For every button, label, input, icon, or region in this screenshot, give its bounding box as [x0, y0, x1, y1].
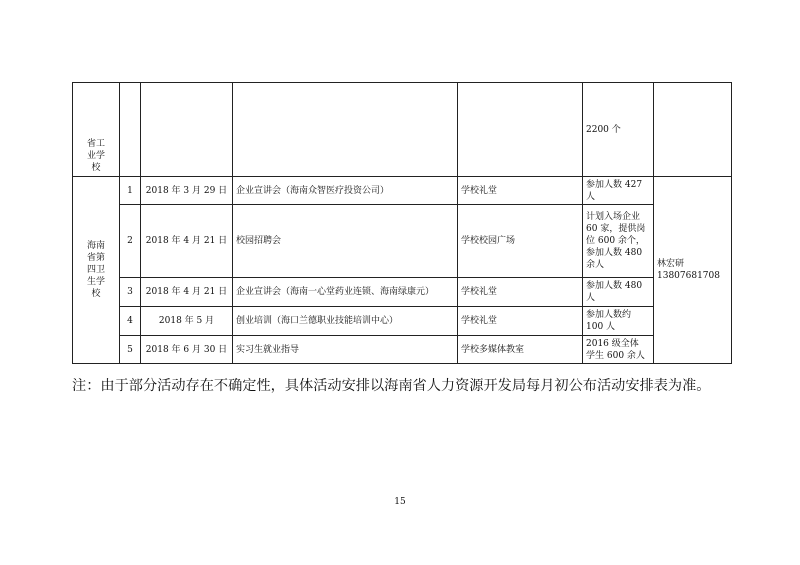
activity-date: 2018 年 4 月 21 日	[141, 278, 233, 307]
participants-line: 参加人数 427	[586, 179, 643, 190]
table-row	[73, 278, 732, 307]
empty-cell	[141, 83, 233, 177]
table-row-top-section	[73, 83, 732, 177]
school-name-line: 海南	[86, 241, 105, 251]
school-name-cell	[73, 177, 120, 364]
school-name-line: 校	[91, 289, 101, 299]
table-row	[73, 307, 732, 336]
activity-date: 2018 年 3 月 29 日	[141, 177, 233, 205]
participants-text: 2200 个	[586, 124, 621, 135]
school-name-line: 业学	[86, 151, 105, 161]
activity-name: 校园招聘会	[233, 205, 458, 278]
empty-cell	[654, 83, 732, 177]
participants-line: 参加人数 480	[586, 281, 643, 291]
activity-name: 实习生就业指导	[233, 336, 458, 364]
activity-name: 企业宣讲会（海南众智医疗投资公司）	[233, 177, 458, 205]
participants-line: 2016 级全体	[586, 338, 639, 349]
table-row	[73, 336, 732, 364]
activity-venue: 学校礼堂	[458, 307, 583, 336]
participants-cell	[583, 177, 654, 205]
participants-line: 位 600 余个，	[586, 236, 645, 246]
activity-venue: 学校校园广场	[458, 205, 583, 278]
activity-venue: 学校礼堂	[458, 278, 583, 307]
row-number: 4	[120, 307, 141, 336]
participants-cell	[583, 336, 654, 364]
empty-cell	[233, 83, 458, 177]
participants-line: 参加人数约	[586, 310, 632, 320]
activity-schedule-table	[72, 82, 732, 364]
contact-phone: 13807681708	[657, 271, 720, 281]
school-name-line: 校	[91, 163, 101, 173]
participants-line: 学生 600 余人	[586, 350, 645, 361]
contact-name: 林宏研	[657, 259, 685, 269]
participants-line: 余人	[586, 260, 605, 270]
row-number: 2	[120, 205, 141, 278]
activity-date: 2018 年 6 月 30 日	[141, 336, 233, 364]
participants-line: 60 家，提供岗	[586, 224, 646, 234]
table-row	[73, 205, 732, 278]
contact-cell	[654, 177, 732, 364]
page-number: 15	[394, 497, 406, 507]
school-name-line: 省工	[86, 139, 105, 149]
participants-line: 参加人数 480	[586, 248, 643, 258]
row-number: 1	[120, 177, 141, 205]
activity-name: 创业培训（海口兰德职业技能培训中心）	[233, 307, 458, 336]
participants-line: 人	[586, 191, 596, 202]
row-number: 3	[120, 278, 141, 307]
school-name-cell-top	[73, 83, 120, 177]
participants-cell	[583, 205, 654, 278]
activity-venue: 学校礼堂	[458, 177, 583, 205]
table-row	[73, 177, 732, 205]
empty-cell	[120, 83, 141, 177]
row-number: 5	[120, 336, 141, 364]
school-name-line: 四卫	[86, 265, 105, 275]
participants-cell-top	[583, 83, 654, 177]
activity-date: 2018 年 5 月	[141, 307, 233, 336]
activity-date: 2018 年 4 月 21 日	[141, 205, 233, 278]
empty-cell	[458, 83, 583, 177]
participants-cell	[583, 278, 654, 307]
activity-venue: 学校多媒体教室	[458, 336, 583, 364]
footnote: 注：由于部分活动存在不确定性，具体活动安排以海南省人力资源开发局每月初公布活动安排表为准。	[72, 378, 711, 394]
participants-line: 100 人	[586, 322, 616, 332]
participants-line: 人	[586, 293, 596, 303]
school-name-line: 省第	[86, 253, 105, 263]
participants-cell	[583, 307, 654, 336]
participants-line: 计划入场企业	[586, 212, 641, 222]
school-name-line: 生学	[86, 277, 105, 287]
activity-name: 企业宣讲会（海南一心堂药业连锁、海南绿康元）	[233, 278, 458, 307]
